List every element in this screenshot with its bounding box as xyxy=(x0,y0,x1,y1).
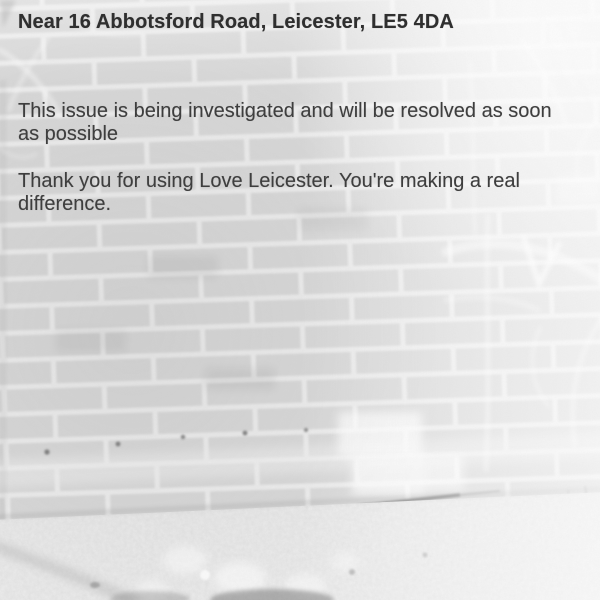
report-thanks-message: Thank you for using Love Leicester. You're making a real difference. xyxy=(18,170,520,215)
report-location-title: Near 16 Abbotsford Road, Leicester, LE5 4DA xyxy=(18,11,454,33)
report-status-message: This issue is being investigated and will be resolved as soon as possible xyxy=(18,100,552,145)
